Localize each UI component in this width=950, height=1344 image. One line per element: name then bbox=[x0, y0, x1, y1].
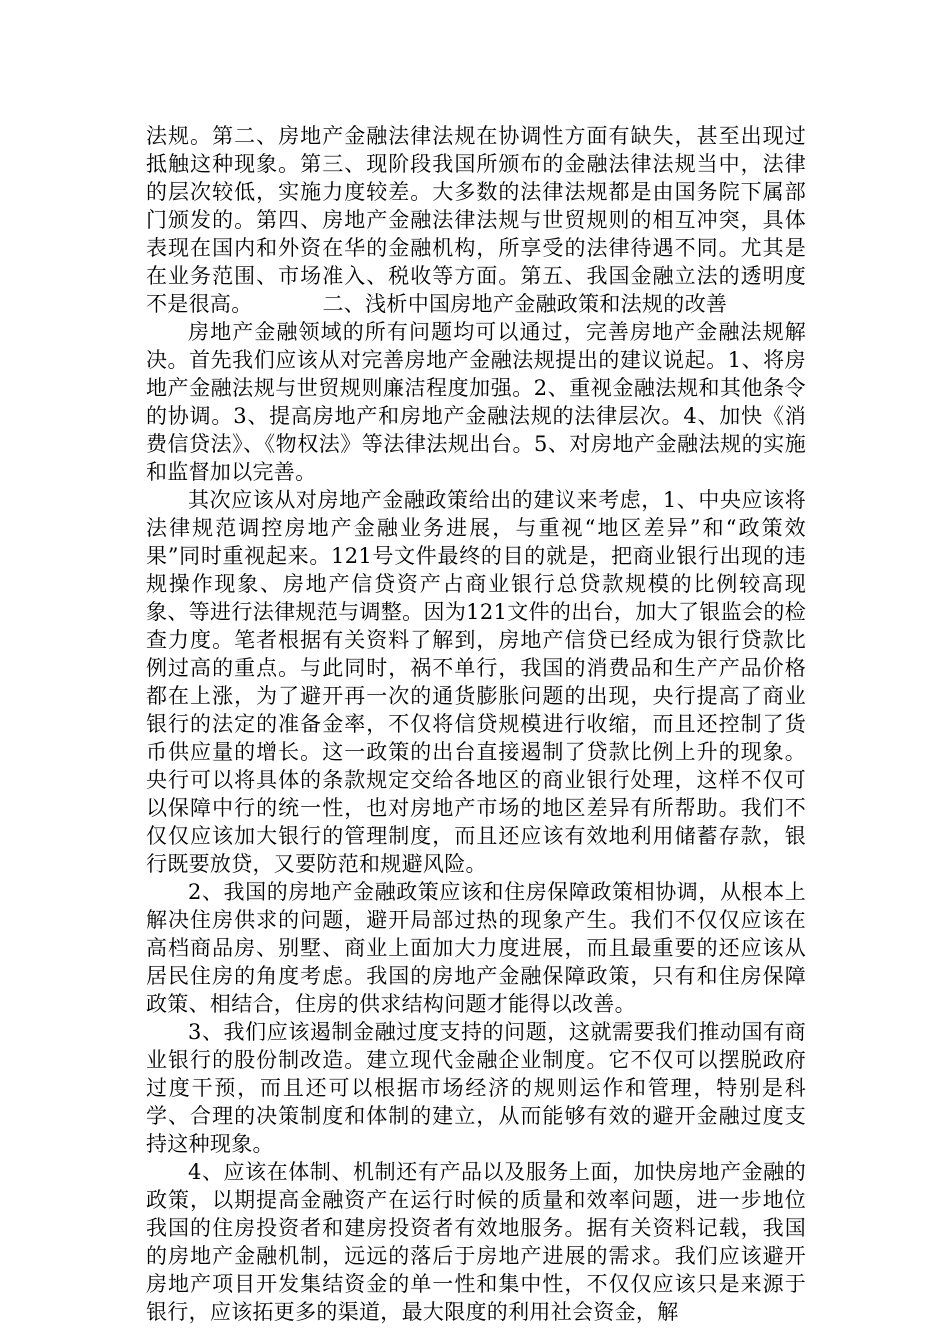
paragraph-1 bbox=[146, 122, 806, 318]
paragraph-6: 4、应该在体制、机制还有产品以及服务上面，加快房地产金融的政策，以期提高金融资产在运行时候的质量和效率问题，进一步地位我国的住房投资者和建房投资者有效地服务。据有关资料记载，我国的房地产金融机制，远远的落后于房地产进展的需求。我们应该避开房地产项目开发集结资金的单一性和集中性，不仅仅应该只是来源于银行，应该拓更多的渠道，最大限度的利用社会资金，解 bbox=[146, 1160, 806, 1324]
paragraph-1-text: 法规。第二、房地产金融法律法规在协调性方面有缺失，甚至出现过抵触这种现象。第三、现阶段我国所颁布的金融法律法规当中，法律的层次较低，实施力度较差。大多数的法律法规都是由国务院下属部门颁发的。第四、房地产金融法律法规与世贸规则的相互冲突，具体表现在国内和外资在华的金融机构，所享受的法律待遇不同。尤其是在业务范围、市场准入、税收等方面。第五、我国金融立法的透明度不是很高。 bbox=[146, 124, 806, 316]
paragraph-5: 3、我们应该遏制金融过度支持的问题，这就需要我们推动国有商业银行的股份制改造。建立现代金融企业制度。它不仅可以摆脱政府过度干预，而且还可以根据市场经济的规则运作和管理，特别是科学、合理的决策制度和体制的建立，从而能够有效的避开金融过度支持这种现象。 bbox=[146, 1020, 806, 1156]
document-page bbox=[146, 122, 806, 1326]
paragraph-4: 2、我国的房地产金融政策应该和住房保障政策相协调，从根本上解决住房供求的问题，避开局部过热的现象产生。我们不仅仅应该在高档商品房、别墅、商业上面加大力度进展，而且最重要的还应该从居民住房的角度考虑。我国的房地产金融保障政策，只有和住房保障政策、相结合，住房的供求结构问题才能得以改善。 bbox=[146, 880, 806, 1016]
section-heading: 二、浅析中国房地产金融政策和法规的改善 bbox=[322, 292, 728, 316]
paragraph-2: 房地产金融领域的所有问题均可以通过，完善房地产金融法规解决。首先我们应该从对完善房地产金融法规提出的建议说起。1、将房地产金融法规与世贸规则廉洁程度加强。2、重视金融法规和其他条令的协调。3、提高房地产和房地产金融法规的法律层次。4、加快《消费信贷法》、《物权法》等法律法规出台。5、对房地产金融法规的实施和监督加以完善。 bbox=[146, 320, 806, 484]
paragraph-3: 其次应该从对房地产金融政策给出的建议来考虑，1、中央应该将法律规范调控房地产金融业务进展，与重视“地区差异”和“政策效果”同时重视起来。121号文件最终的目的就是，把商业银行出现的违规操作现象、房地产信贷资产占商业银行总贷款规模的比例较高现象、等进行法律规范与调整。因为121文件的出台，加大了银监会的检查力度。笔者根据有关资料了解到，房地产信贷已经成为银行贷款比例过高的重点。与此同时，祸不单行，我国的消费品和生产产品价格都在上涨，为了避开再一次的通货膨胀问题的出现，央行提高了商业银行的法定的准备金率，不仅将信贷规模进行收缩，而且还控制了货币供应量的增长。这一政策的出台直接遏制了贷款比例上升的现象。央行可以将具体的条款规定交给各地区的商业银行处理，这样不仅可以保障中行的统一性，也对房地产市场的地区差异有所帮助。我们不仅仅应该加大银行的管理制度，而且还应该有效地利用储蓄存款，银行既要放贷，又要防范和规避风险。 bbox=[146, 488, 806, 876]
